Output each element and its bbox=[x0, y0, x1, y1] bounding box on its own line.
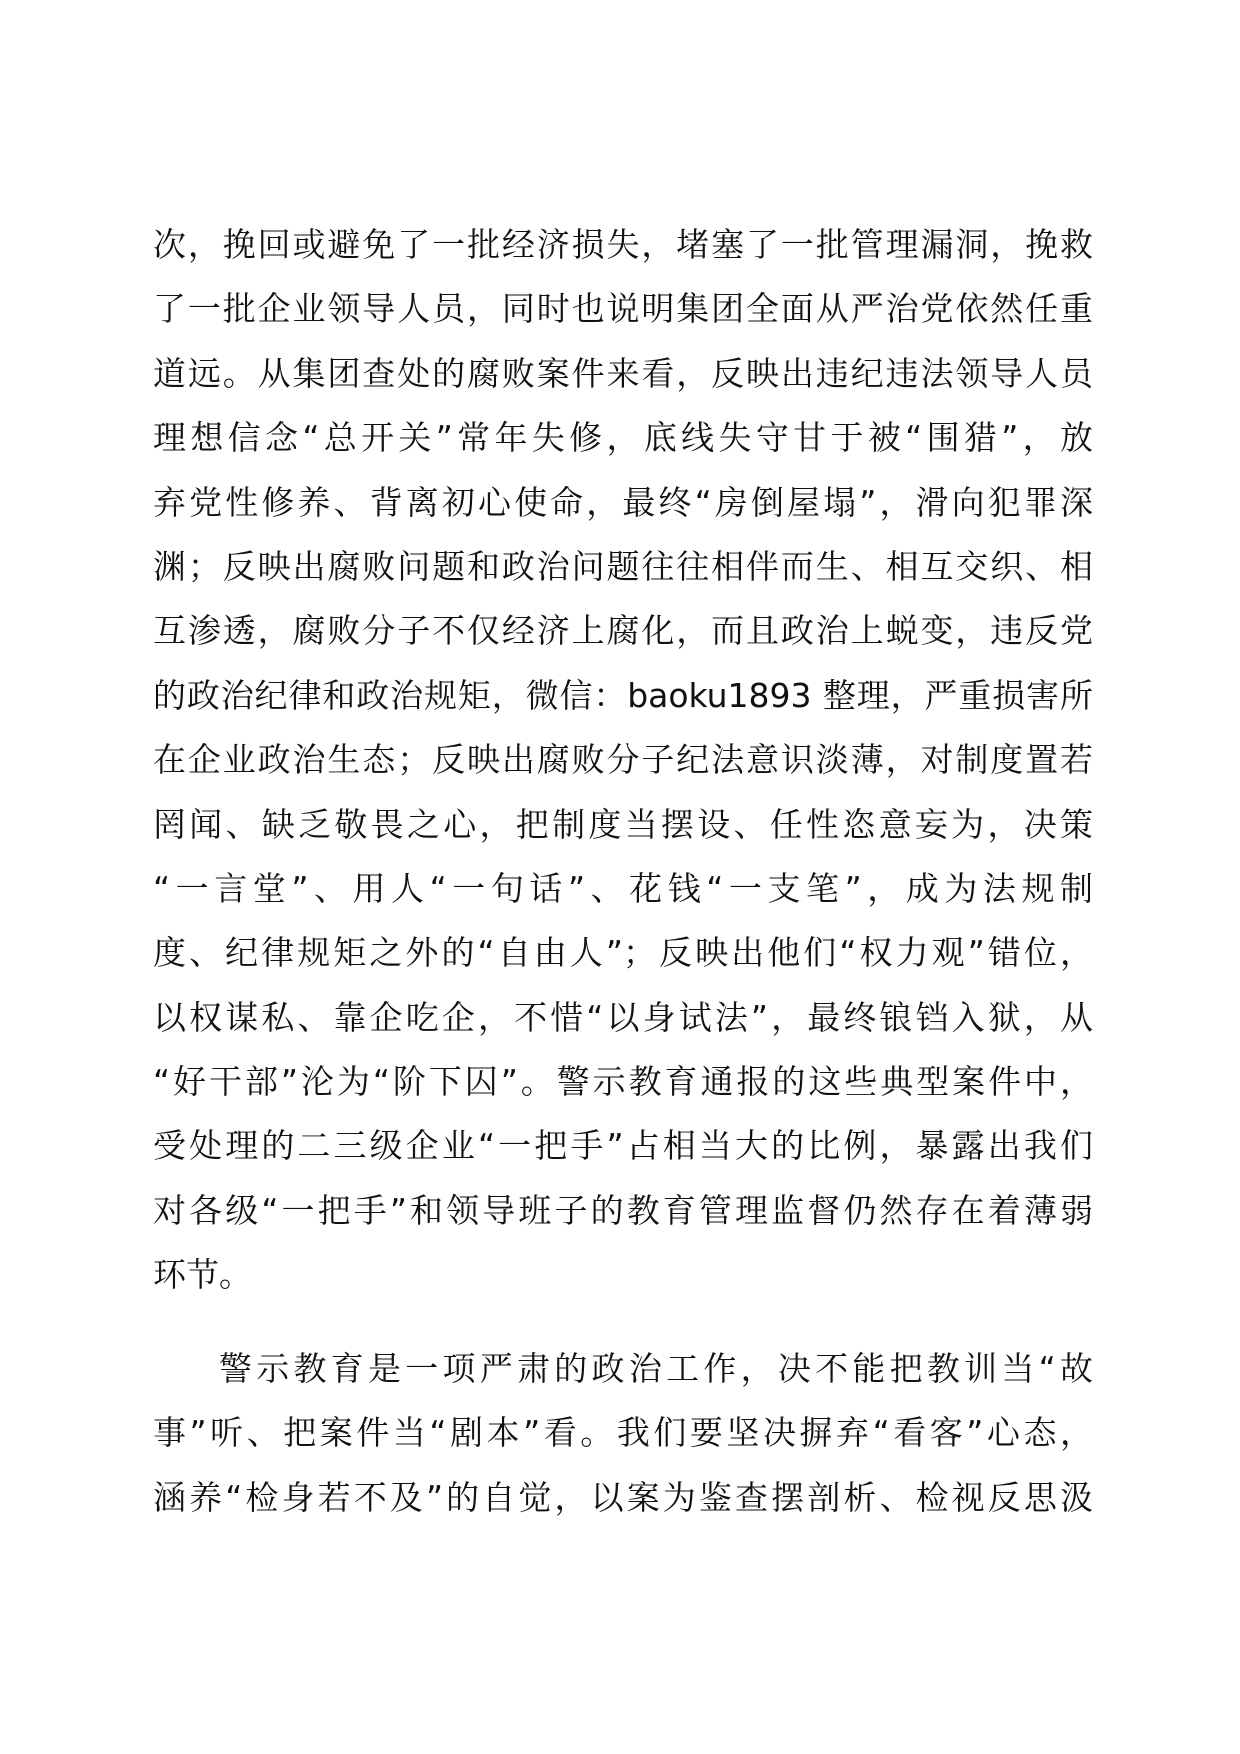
text-line: 警示教育是一项严肃的政治工作，决不能把教训当“故 bbox=[219, 1349, 1093, 1388]
text-line: 互渗透，腐败分子不仅经济上腐化，而且政治上蜕变，违反党 bbox=[153, 611, 1093, 651]
text-line: 以权谋私、靠企吃企，不惜“以身试法”，最终锒铛入狱，从 bbox=[153, 997, 1093, 1037]
text-line: 罔闻、缺乏敬畏之心，把制度当摆设、任性恣意妄为，决策 bbox=[153, 804, 1093, 844]
text-line: 事”听、把案件当“剧本”看。我们要坚决摒弃“看客”心态， bbox=[153, 1413, 1093, 1453]
text-line: 渊；反映出腐败问题和政治问题往往相伴而生、相互交织、相 bbox=[153, 546, 1093, 586]
text-line: 的政治纪律和政治规矩，微信：baoku1893 整理，严重损害所 bbox=[153, 675, 1093, 715]
text-line: “一言堂”、用人“一句话”、花钱“一支笔”，成为法规制 bbox=[153, 868, 1093, 908]
text-line: 理想信念“总开关”常年失修，底线失守甘于被“围猎”，放 bbox=[153, 418, 1093, 458]
text-line: “好干部”沦为“阶下囚”。警示教育通报的这些典型案件中， bbox=[153, 1062, 1093, 1102]
text-line: 涵养“检身若不及”的自觉，以案为鉴查摆剖析、检视反思汲 bbox=[153, 1477, 1093, 1517]
body-paragraph bbox=[153, 1337, 1093, 1530]
text-line: 了一批企业领导人员，同时也说明集团全面从严治党依然任重 bbox=[153, 289, 1093, 329]
text-line: 在企业政治生态；反映出腐败分子纪法意识淡薄，对制度置若 bbox=[153, 740, 1093, 780]
text-line: 道远。从集团查处的腐败案件来看，反映出违纪违法领导人员 bbox=[153, 353, 1093, 393]
text-line: 受处理的二三级企业“一把手”占相当大的比例，暴露出我们 bbox=[153, 1126, 1093, 1166]
text-line: 次，挽回或避免了一批经济损失，堵塞了一批管理漏洞，挽救 bbox=[153, 225, 1093, 264]
text-line: 度、纪律规矩之外的“自由人”；反映出他们“权力观”错位， bbox=[153, 933, 1093, 973]
body-paragraph bbox=[153, 213, 1093, 1308]
text-line: 弃党性修养、背离初心使命，最终“房倒屋塌”，滑向犯罪深 bbox=[153, 482, 1093, 522]
text-line: 环节。 bbox=[153, 1255, 252, 1295]
text-line: 对各级“一把手”和领导班子的教育管理监督仍然存在着薄弱 bbox=[153, 1190, 1093, 1230]
